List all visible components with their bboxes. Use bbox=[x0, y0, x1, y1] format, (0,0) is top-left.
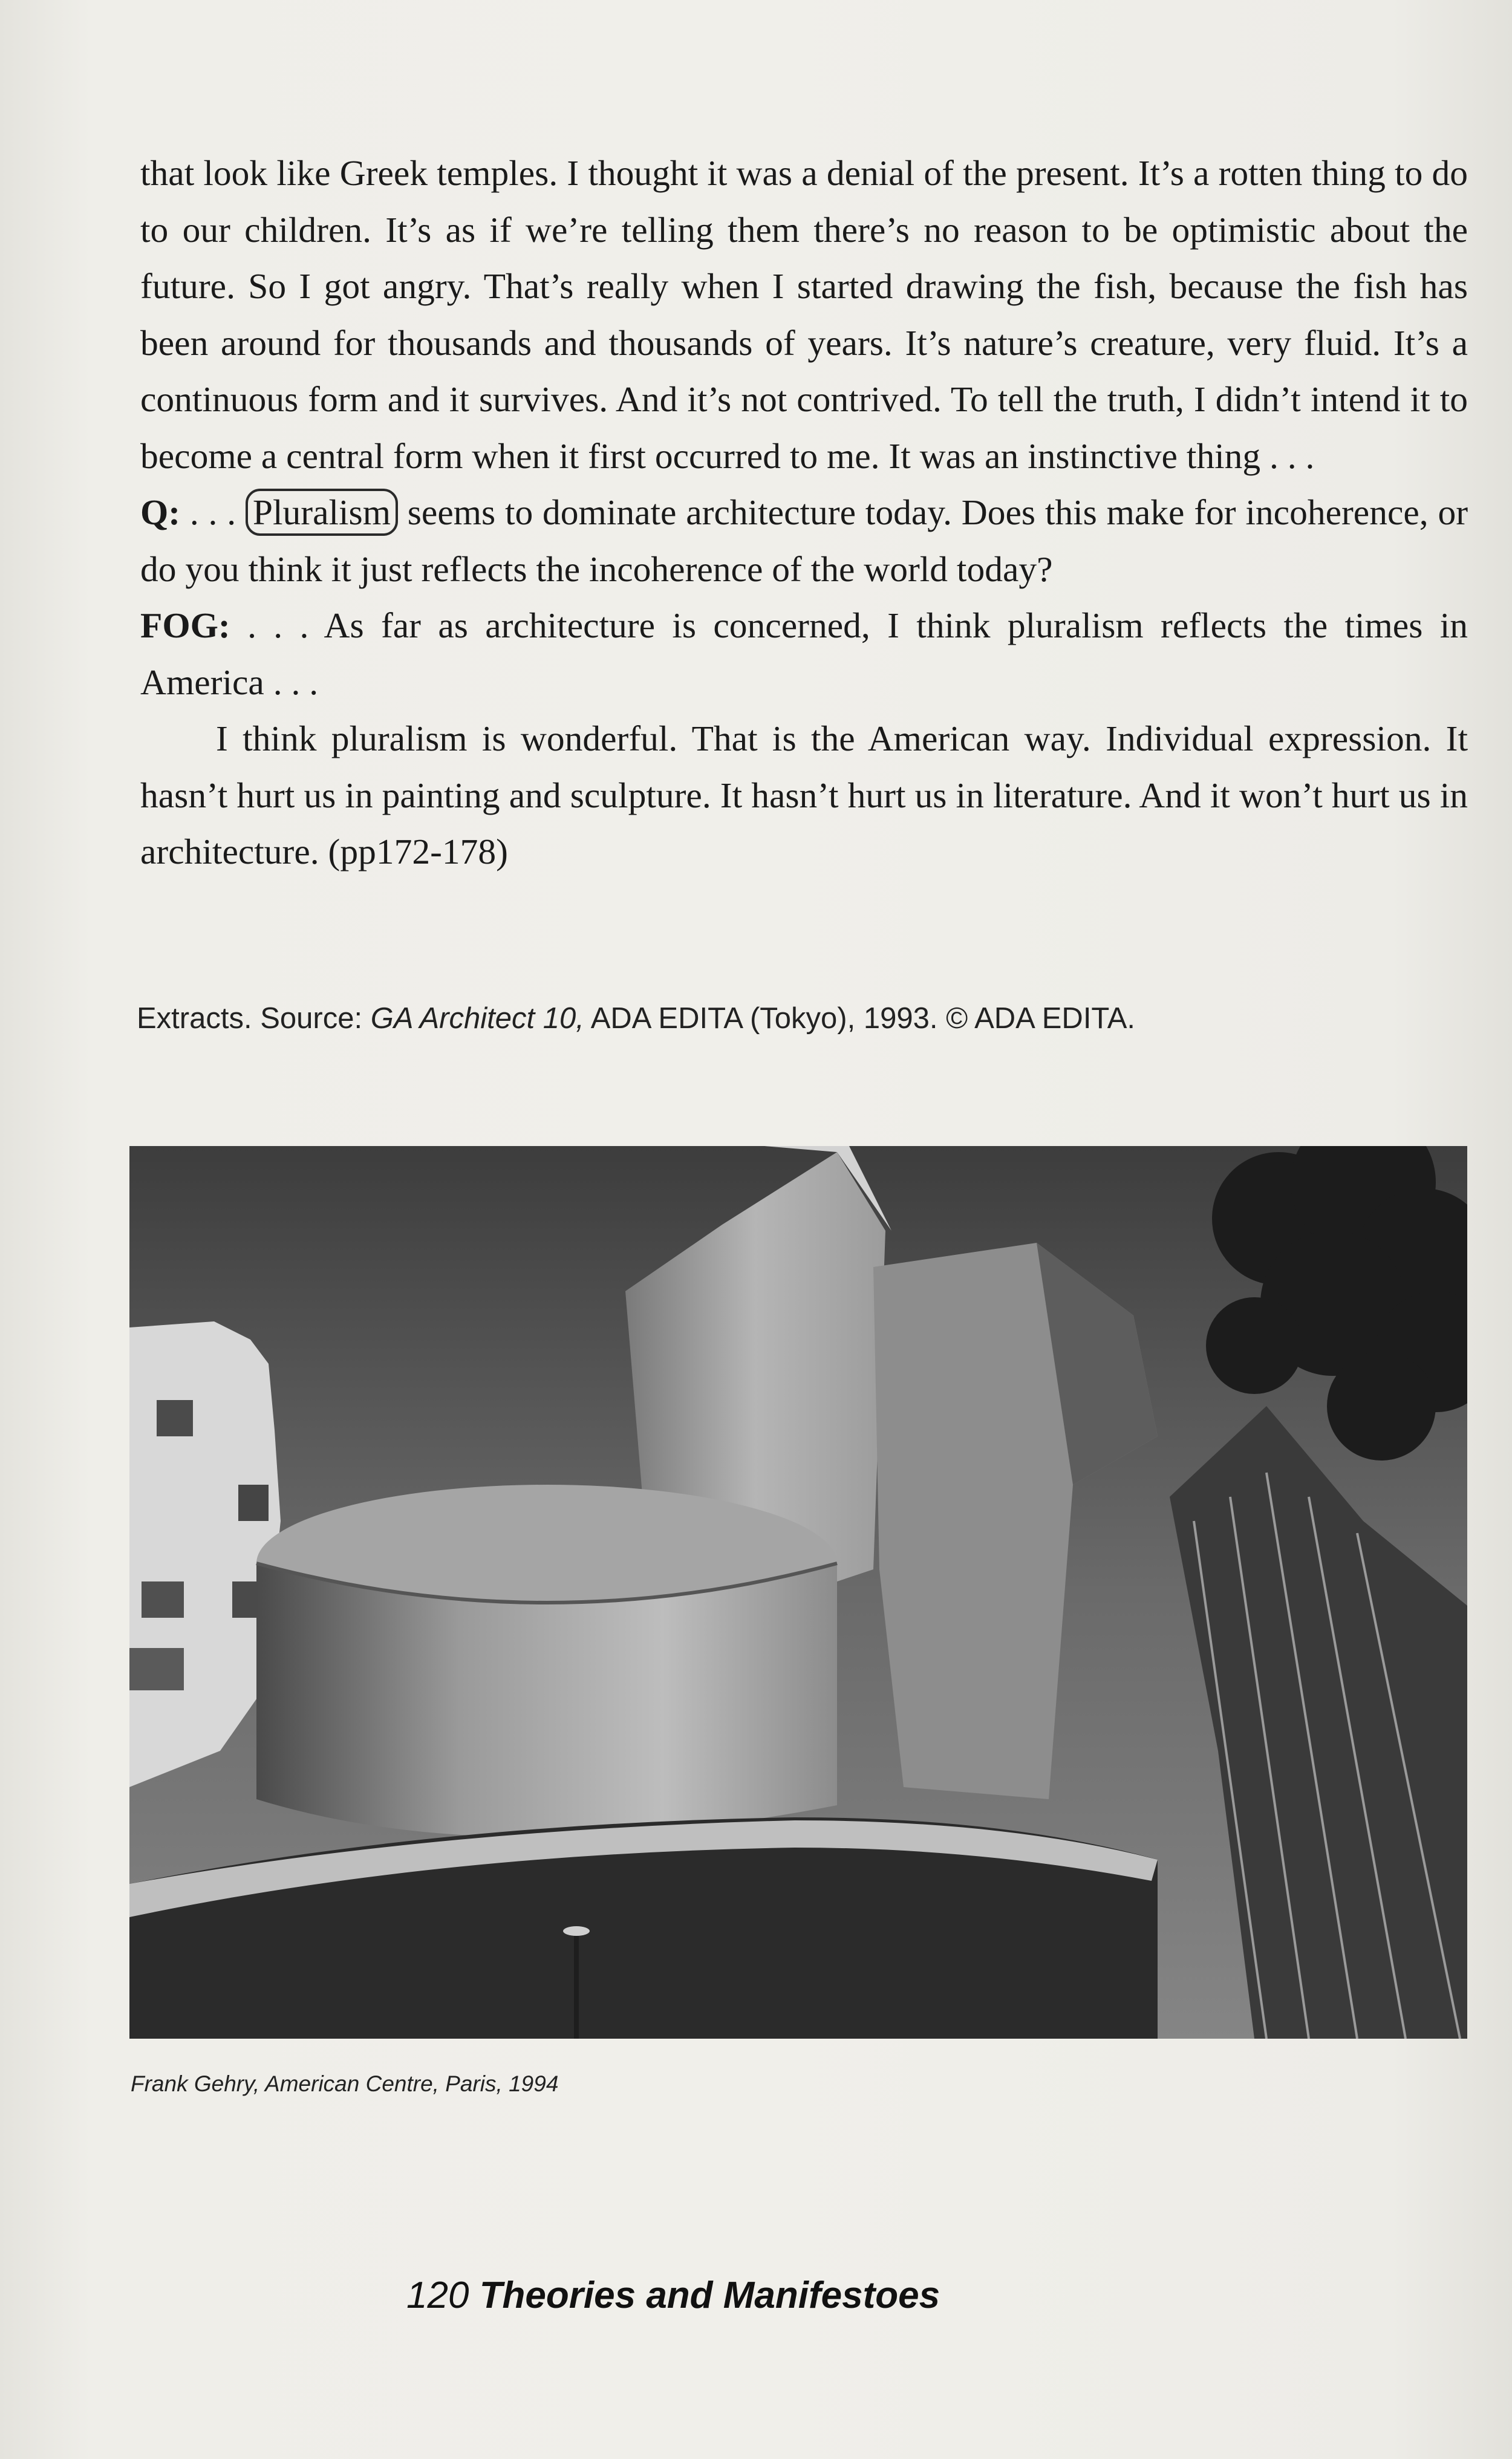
lamp-head bbox=[563, 1926, 590, 1936]
page-number: 120 bbox=[406, 2275, 469, 2316]
building-photo bbox=[129, 1146, 1467, 2039]
source-rest: ADA EDITA (Tokyo), 1993. © ADA EDITA. bbox=[584, 1002, 1136, 1035]
window bbox=[157, 1400, 193, 1436]
photo-caption: Frank Gehry, American Centre, Paris, 1994 bbox=[131, 2071, 559, 2096]
question-text: seems to dominate architecture today. Does this make for incoherence, or do you think it just reflects the incoherence of the world today? bbox=[140, 492, 1468, 589]
page-footer bbox=[406, 2274, 940, 2317]
closing-paragraph: I think pluralism is wonderful. That is the American way. Individual expression. It hasn’t hurt us in painting and sculpture. It hasn’t hurt us in literature. And it won’t hurt us in architecture. (pp172-178) bbox=[140, 718, 1468, 871]
source-publication: GA Architect 10, bbox=[370, 1002, 584, 1035]
book-title: Theories and Manifestoes bbox=[479, 2275, 940, 2316]
paragraph-1: that look like Greek temples. I thought it was a denial of the present. It’s a rotten thing to do to our children. It’s as if we’re telling them there’s no reason to be optimistic about the future. So I got angry. That’s really when I started drawing the fish, because the fish has been around for thousands and thousands of years. It’s nature’s creature, very fluid. It’s a continuous form and it survives. And it’s not contrived. To tell the truth, I didn’t intend it to become a central form when it first occurred to me. It was an instinctive thing . . . bbox=[140, 153, 1468, 476]
source-prefix: Extracts. Source: bbox=[137, 1002, 371, 1035]
window bbox=[238, 1485, 269, 1521]
source-credit bbox=[137, 1002, 1135, 1035]
question-prefix: . . . bbox=[180, 492, 246, 532]
question-speaker: Q: bbox=[140, 492, 181, 532]
building-photo-illustration bbox=[129, 1146, 1467, 2039]
answer-speaker: FOG: bbox=[140, 605, 230, 645]
body-text bbox=[140, 145, 1468, 881]
question-paragraph bbox=[140, 484, 1468, 598]
window bbox=[129, 1648, 184, 1690]
circled-word: Pluralism bbox=[246, 489, 398, 536]
window bbox=[142, 1581, 184, 1618]
answer-paragraph bbox=[140, 598, 1468, 711]
answer-text: . . . As far as architecture is concerned, I think pluralism reflects the times in America . . . bbox=[140, 605, 1468, 702]
lamp-post bbox=[574, 1932, 579, 2039]
